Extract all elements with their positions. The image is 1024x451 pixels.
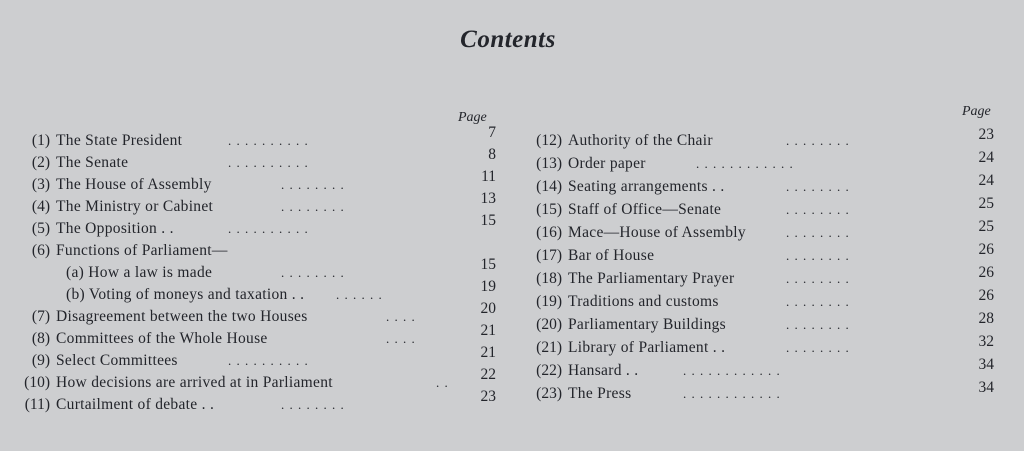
contents-entry — [31, 168, 496, 196]
contents-entry — [24, 366, 496, 394]
leader-dots: . . . . . . . . — [786, 340, 850, 355]
entry-number: (8) — [31, 330, 50, 347]
leader-dots: . . . . . . . . — [786, 271, 850, 286]
entry-title: Bar of House — [568, 247, 655, 264]
entry-number: (2) — [31, 154, 50, 171]
entry-page-number: 25 — [978, 195, 994, 212]
entry-number: (6) — [31, 242, 50, 259]
entry-title: How decisions are arrived at in Parliament — [56, 374, 333, 391]
leader-dots: . . . . . . . . . . . . — [683, 363, 781, 378]
leader-dots: . . . . . . . . — [281, 177, 345, 192]
entry-title: Library of Parliament . . — [568, 339, 726, 356]
contents-entry — [536, 333, 994, 359]
contents-entry — [536, 218, 994, 244]
entry-page-number: 34 — [978, 379, 994, 396]
entry-title: Seating arrangements . . — [568, 178, 725, 195]
entry-title: Staff of Office—Senate — [568, 201, 722, 218]
leader-dots: . . . . . . . . . . — [228, 133, 309, 148]
entry-page-number: 34 — [978, 356, 994, 373]
contents-entry — [536, 241, 994, 267]
entry-page-number: 26 — [978, 287, 994, 304]
entry-number: (10) — [24, 374, 50, 391]
entry-title: Select Committees — [56, 352, 178, 369]
contents-entry — [536, 172, 994, 198]
contents-entry — [31, 212, 496, 240]
entry-page-number: 22 — [480, 366, 496, 383]
entry-page-number: 15 — [480, 212, 496, 229]
entry-title: Committees of the Whole House — [56, 330, 268, 347]
entry-title: The Press — [568, 385, 632, 402]
entry-title: Mace—House of Assembly — [568, 224, 746, 241]
contents-entry — [536, 356, 994, 382]
entry-number: (4) — [31, 198, 50, 215]
entry-title: Traditions and customs — [568, 293, 719, 310]
entry-page-number: 23 — [978, 126, 994, 143]
entry-title: Functions of Parliament— — [56, 242, 228, 259]
entry-title: The Parliamentary Prayer — [568, 270, 735, 287]
leader-dots: . . . . . . . . — [281, 199, 345, 214]
entry-number: (16) — [536, 224, 562, 241]
entry-page-number: 25 — [978, 218, 994, 235]
leader-dots: . . . . . . . . . . — [228, 155, 309, 170]
contents-entry — [536, 264, 994, 290]
entry-title: The State President — [56, 132, 183, 149]
page-title: Contents — [460, 26, 556, 53]
contents-entry — [536, 195, 994, 221]
entry-number: (17) — [536, 247, 562, 264]
leader-dots: . . . . . . . . — [281, 397, 345, 412]
contents-entry — [31, 300, 496, 328]
entry-number: (23) — [536, 385, 562, 402]
entry-page-number: 20 — [480, 300, 496, 317]
entry-title: (a) How a law is made — [66, 264, 213, 281]
leader-dots: . . — [436, 375, 449, 390]
contents-entry — [536, 310, 994, 336]
contents-entry — [31, 240, 496, 262]
entry-title: Hansard . . — [568, 362, 639, 379]
contents-entry — [536, 379, 994, 405]
entry-page-number: 28 — [978, 310, 994, 327]
entry-page-number: 11 — [481, 168, 496, 185]
leader-dots: . . . . . . . . . . . . — [696, 156, 794, 171]
leader-dots: . . . . . . . . — [786, 225, 850, 240]
page-column-header-left: Page — [458, 110, 487, 125]
leader-dots: . . . . . . . . . . — [228, 353, 309, 368]
entry-title: Order paper — [568, 155, 646, 172]
entry-page-number: 26 — [978, 264, 994, 281]
leader-dots: . . . . . . . . — [786, 202, 850, 217]
entry-title: The Opposition . . — [56, 220, 174, 237]
entry-number: (22) — [536, 362, 562, 379]
entry-page-number: 24 — [978, 149, 994, 166]
entry-number: (3) — [31, 176, 50, 193]
leader-dots: . . . . . . . . — [786, 133, 850, 148]
entry-number: (18) — [536, 270, 562, 287]
entry-page-number: 26 — [978, 241, 994, 258]
entry-page-number: 24 — [978, 172, 994, 189]
contents-entry — [56, 278, 496, 306]
entry-number: (5) — [31, 220, 50, 237]
entry-title: (b) Voting of moneys and taxation . . — [66, 286, 305, 303]
contents-entry — [24, 388, 496, 416]
entry-number: (13) — [536, 155, 562, 172]
contents-entry — [31, 190, 496, 218]
entry-page-number: 19 — [480, 278, 496, 295]
entry-number: (21) — [536, 339, 562, 356]
entry-title: Disagreement between the two Houses — [56, 308, 308, 325]
entry-page-number: 21 — [480, 322, 496, 339]
entry-title: Authority of the Chair — [568, 132, 713, 149]
leader-dots: . . . . . . . . — [786, 317, 850, 332]
entry-number: (1) — [31, 132, 50, 149]
entry-page-number: 7 — [488, 124, 496, 141]
entry-title: The Ministry or Cabinet — [56, 198, 214, 215]
contents-entry — [56, 256, 496, 284]
leader-dots: . . . . — [386, 309, 416, 324]
entry-number: (11) — [24, 396, 50, 413]
leader-dots: . . . . . . . . — [786, 294, 850, 309]
entry-page-number: 23 — [480, 388, 496, 405]
entry-number: (14) — [536, 178, 562, 195]
contents-entry — [536, 126, 994, 152]
contents-entry — [536, 287, 994, 313]
leader-dots: . . . . . . . . . . . . — [683, 386, 781, 401]
leader-dots: . . . . . . . . — [281, 265, 345, 280]
entry-number: (9) — [31, 352, 50, 369]
entry-page-number: 15 — [480, 256, 496, 273]
page-column-header-right: Page — [962, 104, 991, 119]
entry-title: Parliamentary Buildings — [568, 316, 727, 333]
leader-dots: . . . . . . . . . . — [228, 221, 309, 236]
entry-number: (20) — [536, 316, 562, 333]
leader-dots: . . . . — [386, 331, 416, 346]
entry-page-number: 8 — [488, 146, 496, 163]
contents-entry — [31, 146, 496, 174]
contents-entry — [31, 322, 496, 350]
entry-title: Curtailment of debate . . — [56, 396, 215, 413]
entry-page-number: 32 — [978, 333, 994, 350]
leader-dots: . . . . . . . . — [786, 248, 850, 263]
entry-number: (15) — [536, 201, 562, 218]
entry-page-number: 13 — [480, 190, 496, 207]
entry-title: The Senate — [56, 154, 129, 171]
entry-number: (19) — [536, 293, 562, 310]
entry-number: (7) — [31, 308, 50, 325]
contents-entry — [31, 124, 496, 152]
contents-entry — [31, 344, 496, 372]
entry-title: The House of Assembly — [56, 176, 212, 193]
entry-page-number: 21 — [480, 344, 496, 361]
contents-entry — [536, 149, 994, 175]
entry-number: (12) — [536, 132, 562, 149]
leader-dots: . . . . . . . . — [786, 179, 850, 194]
leader-dots: . . . . . . — [336, 287, 383, 302]
